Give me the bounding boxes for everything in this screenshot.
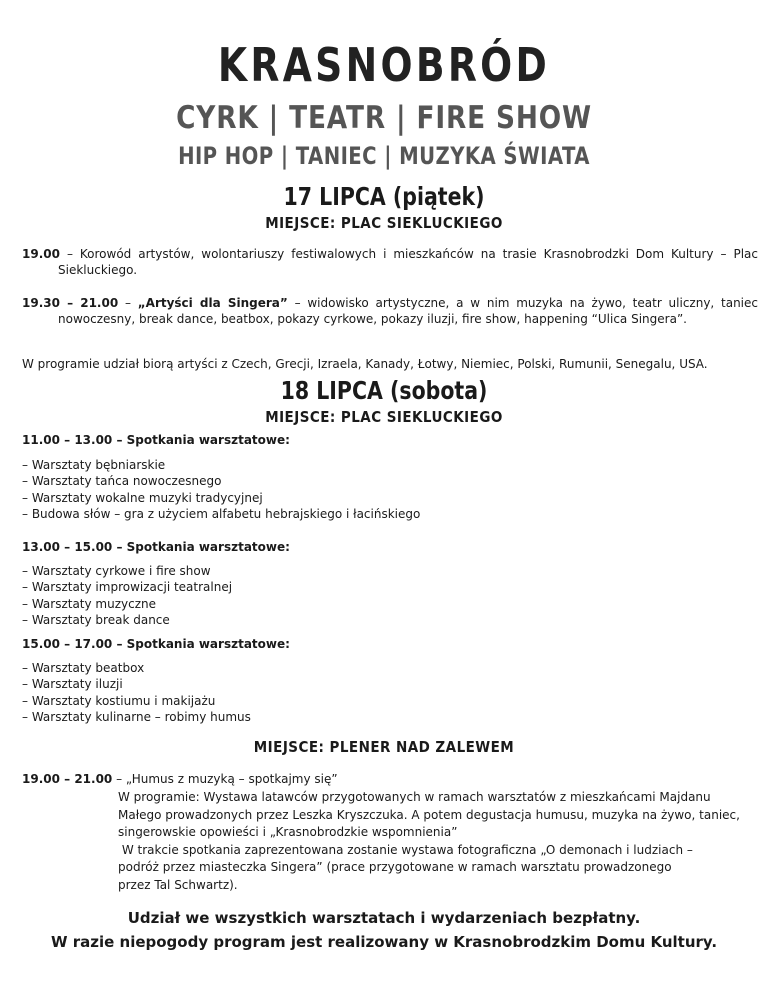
event2-time: 19.30 – 21.00 xyxy=(22,296,119,310)
evening-description xyxy=(118,789,740,894)
day1-event2: 19.30 – 21.00 – „Artyści dla Singera” – widowisko artystyczne, a w nim muzyka na żywo, teatr uliczny, taniec nowoczesny, break dance, beatbox, pokazy cyrkowe, pokazy iluzji, fire show, happening “Ulica Singera”. xyxy=(22,296,758,327)
evening-line: przez Tal Schwartz). xyxy=(118,877,238,892)
session1-heading: 11.00 – 13.00 – Spotkania warsztatowe: xyxy=(22,433,290,447)
event1-time: 19.00 xyxy=(22,247,60,261)
session3-list xyxy=(22,660,251,725)
day1-note: W programie udział biorą artyści z Czech, Grecji, Izraela, Kanady, Łotwy, Niemiec, Polski, Rumunii, Senegalu, USA. xyxy=(22,357,708,371)
day2-place2: MIEJSCE: PLENER NAD ZALEWEM xyxy=(253,738,515,756)
list-item: – Warsztaty cyrkowe i fire show xyxy=(22,564,211,578)
evening-header xyxy=(22,771,338,787)
list-item: – Warsztaty iluzji xyxy=(22,677,123,692)
list-item: – Warsztaty kulinarne – robimy humus xyxy=(22,709,251,724)
session1-list xyxy=(22,457,420,522)
list-item: – Warsztaty tańca nowoczesnego xyxy=(22,474,222,489)
event2-text: – widowisko artystyczne, a w nim muzyka na żywo, teatr uliczny, taniec nowoczesny, break dance, beatbox, pokazy cyrkowe, pokazy iluzji, fire show, happening “Ulica Singera”. xyxy=(58,296,758,327)
day2-place: MIEJSCE: PLAC SIEKLUCKIEGO xyxy=(265,408,503,426)
list-item: – Warsztaty kostiumu i makijażu xyxy=(22,693,216,708)
list-item: – Warsztaty improwizacji teatralnej xyxy=(22,580,233,595)
evening-line: singerowskie opowieści i „Krasnobrodzkie wspomnienia” xyxy=(118,825,458,839)
footer-weather-note: W razie niepogody program jest realizowany w Krasnobrodzkim Domu Kultury. xyxy=(50,933,718,951)
day1-event1 xyxy=(22,246,758,278)
poster-title: KRASNOBRÓD xyxy=(217,38,551,92)
day1-place: MIEJSCE: PLAC SIEKLUCKIEGO xyxy=(265,214,503,232)
evening-line: W programie: Wystawa latawców przygotowanych w ramach warsztatów z mieszkańcami Majdanu xyxy=(118,790,711,804)
event2-title: „Artyści dla Singera” xyxy=(137,296,288,310)
subtitle-music: HIP HOP | TANIEC | MUZYKA ŚWIATA xyxy=(178,142,590,170)
event1-text: – Korowód artystów, wolontariuszy festiwalowych i mieszkańców na trasie Krasnobrodzki Dom Kultury – Plac Siekluckiego. xyxy=(58,247,758,278)
day1-heading: 17 LIPCA (piątek) xyxy=(283,182,485,211)
list-item: – Warsztaty beatbox xyxy=(22,661,145,675)
session2-list xyxy=(22,563,232,628)
evening-title: – „Humus z muzyką – spotkajmy się” xyxy=(116,772,338,786)
footer-free-entry: Udział we wszystkich warsztatach i wydarzeniach bezpłatny. xyxy=(127,909,641,927)
session2-heading: 13.00 – 15.00 – Spotkania warsztatowe: xyxy=(22,540,290,554)
list-item: – Warsztaty bębniarskie xyxy=(22,458,166,472)
list-item: – Budowa słów – gra z użyciem alfabetu hebrajskiego i łacińskiego xyxy=(22,506,421,521)
list-item: – Warsztaty break dance xyxy=(22,612,170,627)
evening-line: podróż przez miasteczka Singera” (prace przygotowane w ramach warsztatu prowadzonego xyxy=(118,860,672,874)
subtitle-genres: CYRK | TEATR | FIRE SHOW xyxy=(176,100,592,136)
evening-line: W trakcie spotkania zaprezentowana zostanie wystawa fotograficzna „O demonach i ludziach – xyxy=(118,842,693,857)
evening-line: Małego prowadzonych przez Leszka Kryszczuka. A potem degustacja humusu, muzyka na żywo, taniec, xyxy=(118,807,740,822)
list-item: – Warsztaty muzyczne xyxy=(22,596,157,611)
evening-time: 19.00 – 21.00 xyxy=(22,772,113,786)
list-item: – Warsztaty wokalne muzyki tradycyjnej xyxy=(22,490,263,505)
day2-heading: 18 LIPCA (sobota) xyxy=(280,376,488,405)
session3-heading: 15.00 – 17.00 – Spotkania warsztatowe: xyxy=(22,637,290,651)
